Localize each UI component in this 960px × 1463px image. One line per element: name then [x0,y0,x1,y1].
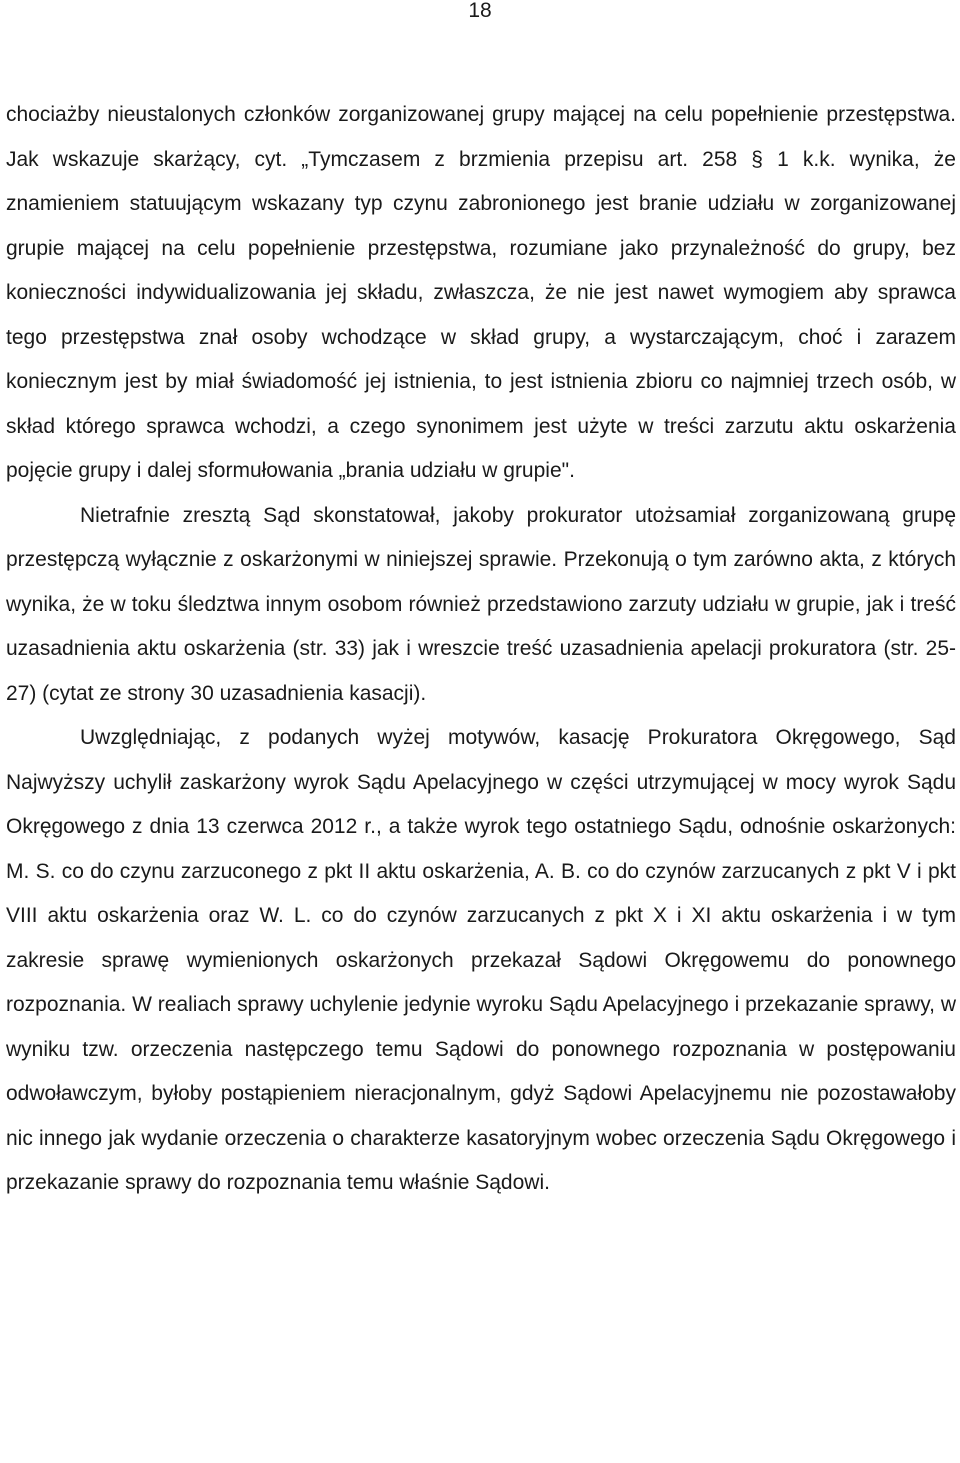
paragraph-1: chociażby nieustalonych członków zorganizowanej grupy mającej na celu popełnienie przestępstwa. Jak wskazuje skarżący, cyt. „Tymczasem z brzmienia przepisu art. 258 § 1 k.k. wynika, że znamieniem statuującym wskazany typ czynu zabronionego jest branie udziału w zorganizowanej grupie mającej na celu popełnienie przestępstwa, rozumiane jako przynależność do grupy, bez konieczności indywidualizowania jej składu, zwłaszcza, że nie jest nawet wymogiem aby sprawca tego przestępstwa znał osoby wchodzące w skład grupy, a wystarczającym, choć i zarazem koniecznym jest by miał świadomość jej istnienia, to jest istnienia zbioru co najmniej trzech osób, w skład którego sprawca wchodzi, a czego synonimem jest użyte w treści zarzutu aktu oskarżenia pojęcie grupy i dalej sformułowania „brania udziału w grupie". [6,103,956,482]
paragraph-3: Uwzględniając, z podanych wyżej motywów, kasację Prokuratora Okręgowego, Sąd Najwyższy uchylił zaskarżony wyrok Sądu Apelacyjnego w części utrzymującej w mocy wyrok Sądu Okręgowego z dnia 13 czerwca 2012 r., a także wyrok tego ostatniego Sądu, odnośnie oskarżonych: M. S. co do czynu zarzuconego z pkt II aktu oskarżenia, A. B. co do czynów zarzucanych z pkt V i pkt VIII aktu oskarżenia oraz W. L. co do czynów zarzucanych z pkt X i XI aktu oskarżenia i w tym zakresie sprawę wymienionych oskarżonych przekazał Sądowi Okręgowemu do ponownego rozpoznania. W realiach sprawy uchylenie jedynie wyroku Sądu Apelacyjnego i przekazanie sprawy, w wyniku tzw. orzeczenia następczego temu Sądowi do ponownego rozpoznania w postępowaniu odwoławczym, byłoby postąpieniem nieracjonalnym, gdyż Sądowi Apelacyjnemu nie pozostawałoby nic innego jak wydanie orzeczenia o charakterze kasatoryjnym wobec orzeczenia Sądu Okręgowego i przekazanie sprawy do rozpoznania temu właśnie Sądowi. [6,726,956,1194]
document-body [6,93,956,1206]
page-number: 18 [468,0,492,22]
paragraph-2: Nietrafnie zresztą Sąd skonstatował, jakoby prokurator utożsamiał zorganizowaną grupę przestępczą wyłącznie z oskarżonymi w niniejszej sprawie. Przekonują o tym zarówno akta, z których wynika, że w toku śledztwa innym osobom również przedstawiono zarzuty udziału w grupie, jak i treść uzasadnienia aktu oskarżenia (str. 33) jak i wreszcie treść uzasadnienia apelacji prokuratora (str. 25-27) (cytat ze strony 30 uzasadnienia kasacji). [6,503,956,705]
